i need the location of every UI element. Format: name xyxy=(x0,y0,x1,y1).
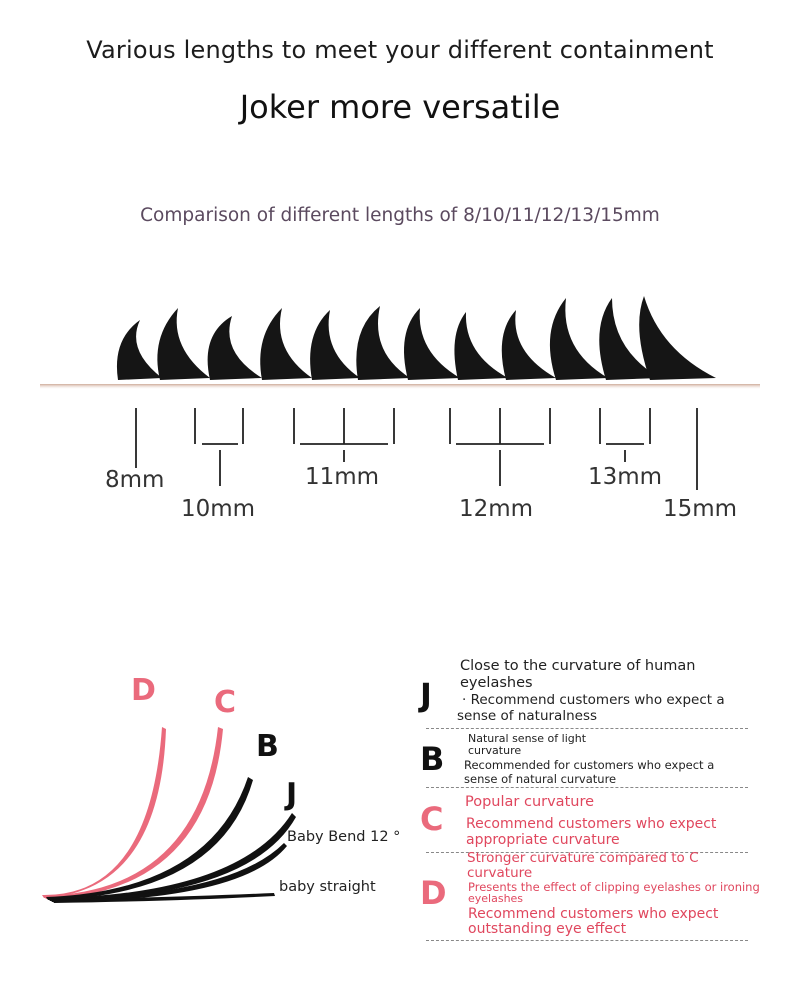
legend-j-line1: Close to the curvature of human xyxy=(460,658,696,674)
legend-b-line4: sense of natural curvature xyxy=(464,772,617,786)
legend-b-line2: curvature xyxy=(468,744,522,757)
legend-d-line1: Stronger curvature compared to C xyxy=(467,850,699,866)
legend-b-line1: Natural sense of light xyxy=(468,732,587,745)
lash-clusters xyxy=(117,296,716,380)
legend-letter-j: J xyxy=(420,676,432,714)
baby-straight-label: baby straight xyxy=(279,879,376,895)
legend-c-line1: Popular curvature xyxy=(465,794,595,810)
length-ruler xyxy=(0,400,800,540)
legend-divider xyxy=(426,728,748,729)
curl-letter-b: B xyxy=(256,729,279,764)
length-label-10mm: 10mm xyxy=(181,496,256,522)
legend-j-line2: eyelashes xyxy=(460,675,533,691)
length-label-8mm: 8mm xyxy=(105,467,165,493)
curl-letter-j: J xyxy=(286,777,298,812)
legend-d-line3: Presents the effect of clipping eyelashes or ironing xyxy=(468,880,760,894)
curl-diagram xyxy=(30,665,430,915)
legend-divider xyxy=(426,940,748,941)
legend-divider xyxy=(426,787,748,788)
length-label-15mm: 15mm xyxy=(663,496,738,522)
curl-letter-c: C xyxy=(214,685,237,720)
legend-d-line6: outstanding eye effect xyxy=(468,921,627,937)
legend-c-line2: Recommend customers who expect xyxy=(466,816,717,832)
legend-d-line5: Recommend customers who expect xyxy=(468,906,719,922)
legend-letter-d: D xyxy=(420,874,447,912)
length-label-11mm: 11mm xyxy=(305,464,380,490)
legend-letter-b: B xyxy=(420,740,445,778)
sub-headline: Joker more versatile xyxy=(239,88,561,126)
curl-legend xyxy=(420,656,760,956)
legend-c-line3: appropriate curvature xyxy=(466,832,620,848)
legend-d-line4: eyelashes xyxy=(468,892,524,905)
legend-d-line2: curvature xyxy=(467,865,533,881)
lash-strip-illustration xyxy=(0,280,800,400)
curl-letter-d: D xyxy=(131,673,156,708)
lash-strip-base xyxy=(40,384,760,389)
lash-strip-image xyxy=(0,280,800,400)
legend-j-line3: · Recommend customers who expect a xyxy=(462,692,725,708)
length-label-13mm: 13mm xyxy=(588,464,663,490)
length-label-12mm: 12mm xyxy=(459,496,534,522)
legend-b-line3: Recommended for customers who expect a xyxy=(464,758,715,772)
comparison-subtitle: Comparison of different lengths of 8/10/11/12/13/15mm xyxy=(140,205,660,226)
legend-letter-c: C xyxy=(420,800,444,838)
baby-bend-label: Baby Bend 12 ° xyxy=(287,829,401,845)
headline: Various lengths to meet your different containment xyxy=(86,36,714,64)
legend-j-line4: sense of naturalness xyxy=(457,708,598,724)
